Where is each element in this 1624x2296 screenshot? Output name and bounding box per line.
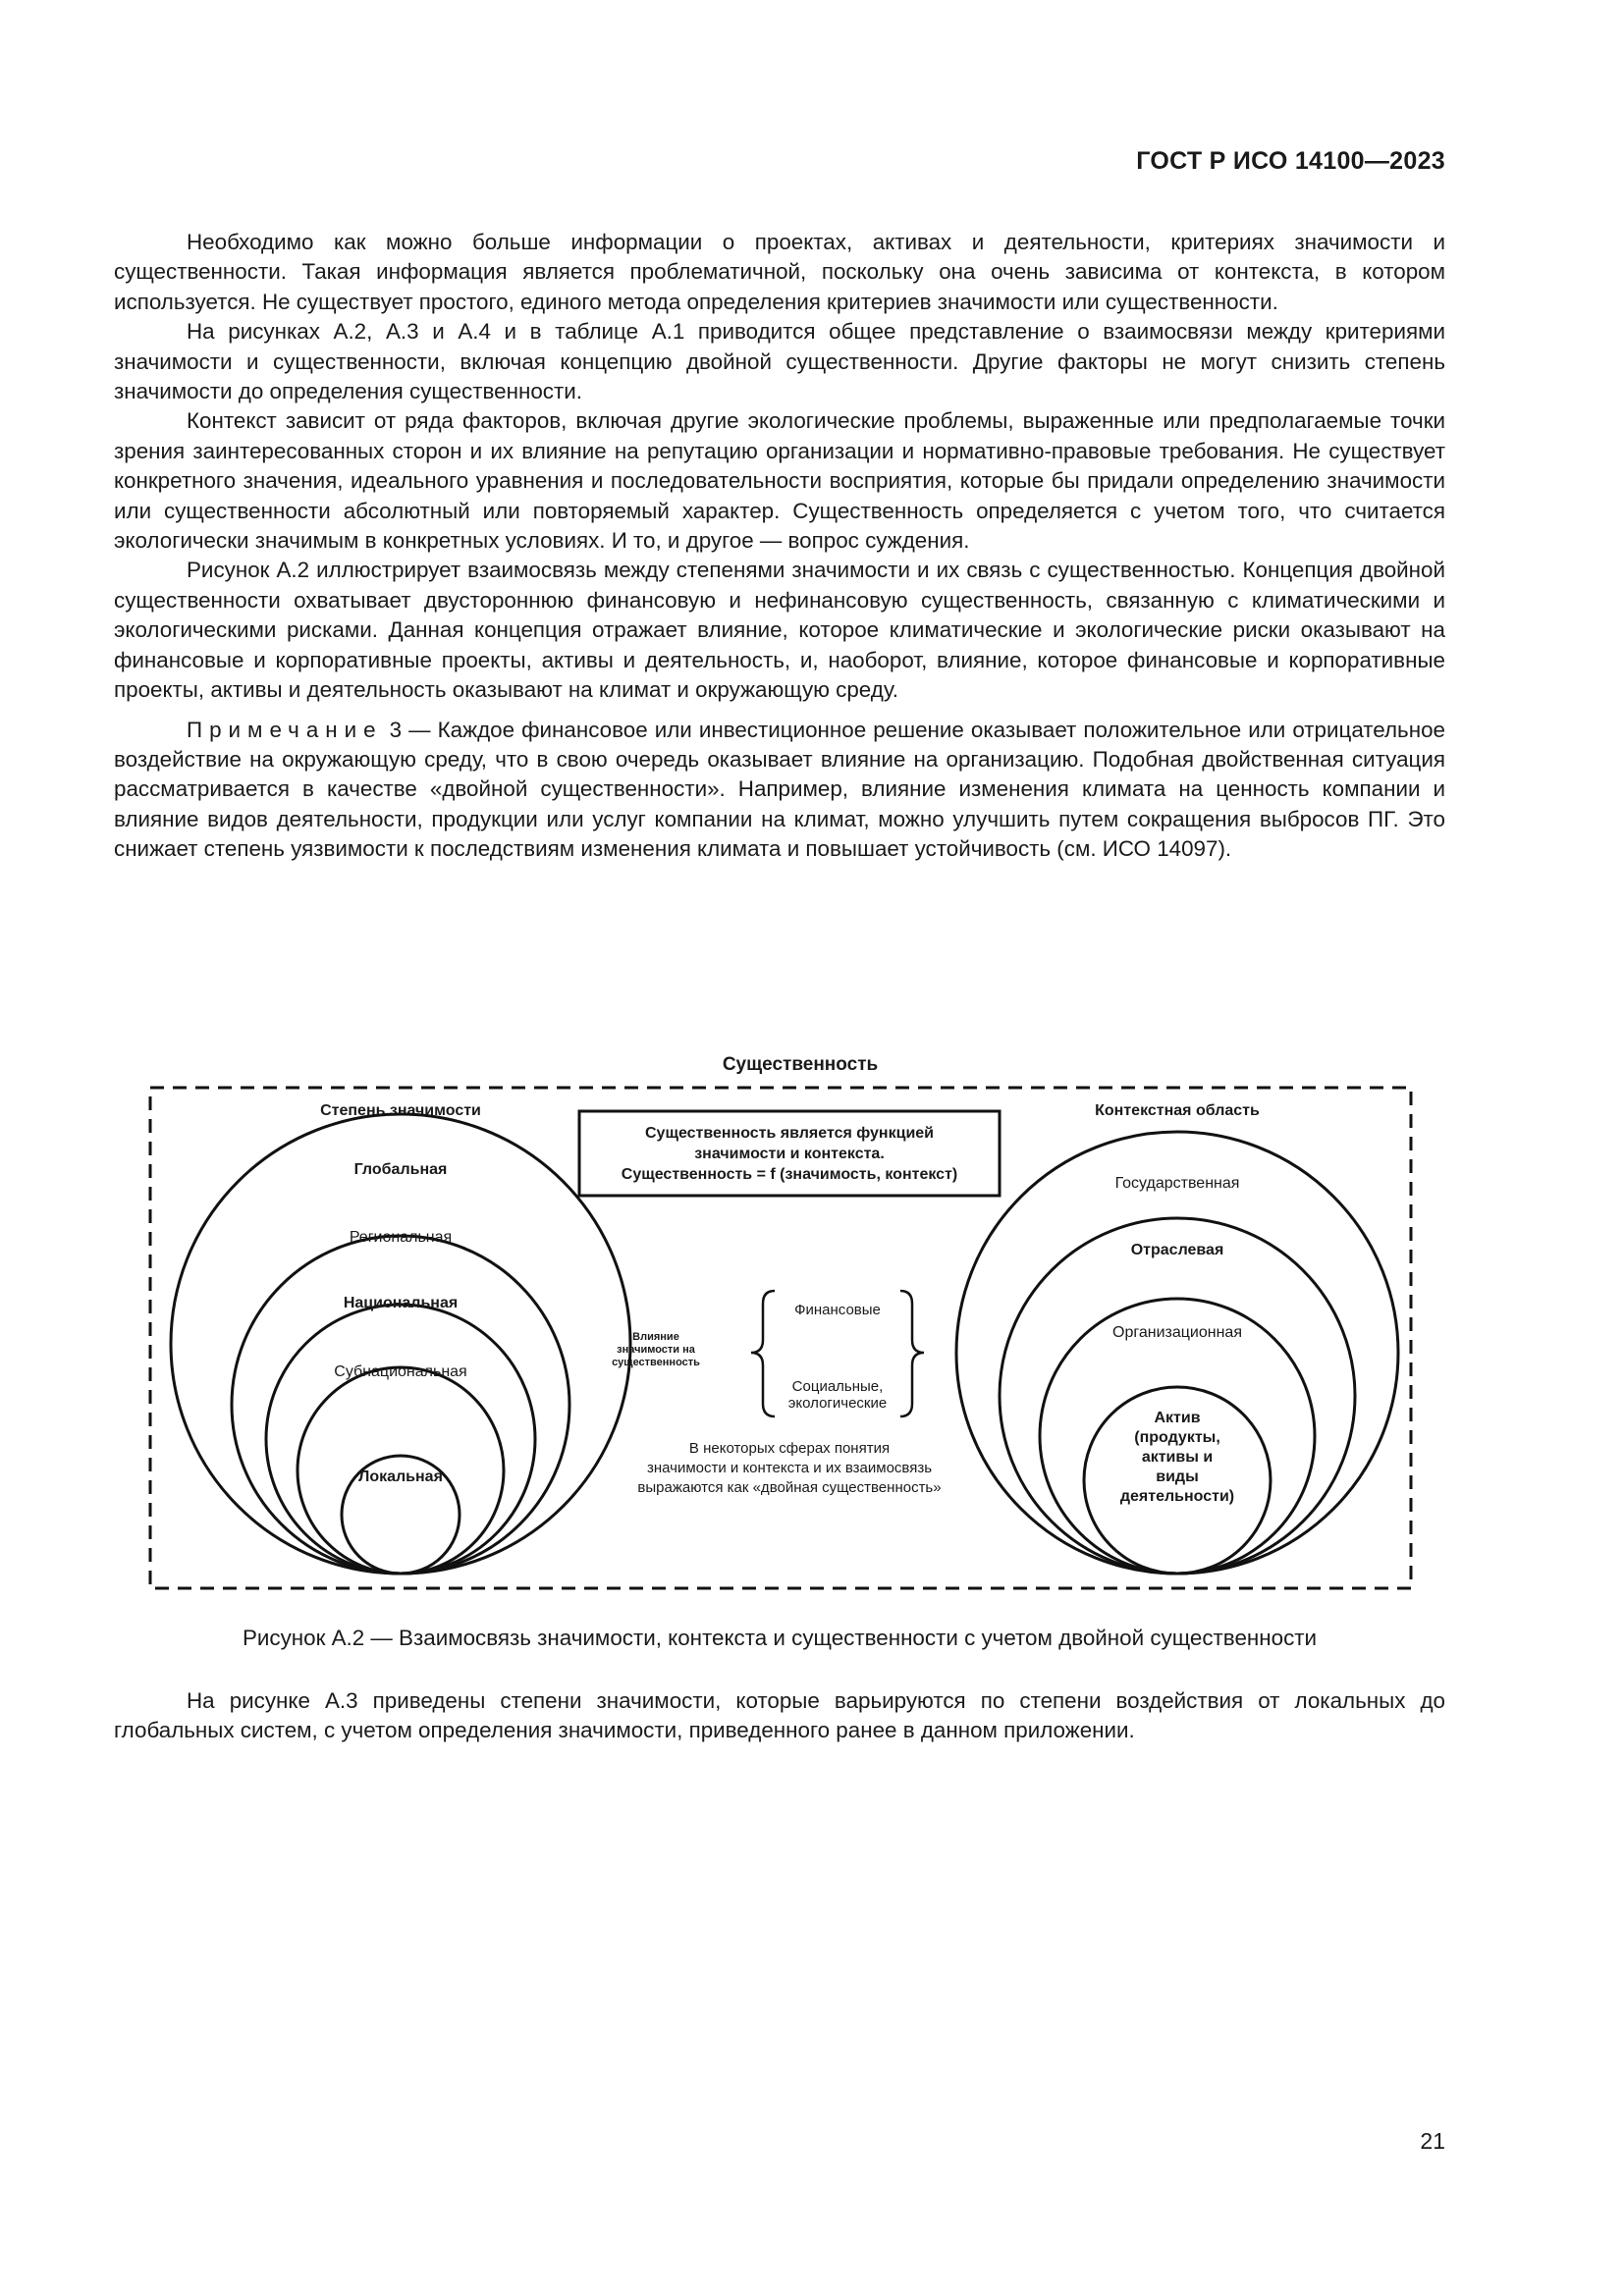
double-note-2: значимости и контекста и их взаимосвязь <box>646 1460 933 1476</box>
circle-regional <box>232 1236 569 1574</box>
note-label: Примечание <box>187 717 383 742</box>
left-heading: Степень значимости <box>320 1102 481 1119</box>
level-global: Глобальная <box>353 1161 448 1178</box>
context-industry: Отраслевая <box>1130 1242 1224 1258</box>
figure-title: Существенность <box>722 1054 879 1075</box>
paragraph: На рисунке А.3 приведены степени значимости, которые варьируются по степени воздействия от локальных до глобальных систем, с учетом определения значимости, приведенного ранее в данном приложении. <box>114 1688 1445 1743</box>
page-number: 21 <box>1420 2128 1445 2154</box>
figure-caption: Рисунок А.2 — Взаимосвязь значимости, контекста и существенности с учетом двойной существенности <box>242 1626 1318 1650</box>
right-brace <box>900 1291 924 1416</box>
circle-national <box>266 1305 535 1574</box>
figure-a2 <box>142 1041 1419 1600</box>
influence-social-1: Социальные, <box>791 1378 884 1395</box>
asset-line-1: Актив <box>1154 1410 1201 1426</box>
paragraph: Необходимо как можно больше информации о проектах, активах и деятельности, критериях значимости и существенности. Такая информация является проблематичной, поскольку она очень зависима от контекста, в котором используется. Не существует простого, единого метода определения критериев значимости или существенности. <box>114 230 1445 314</box>
formula-line-3: Существенность = f (значимость, контекст) <box>621 1166 958 1183</box>
paragraph: Контекст зависит от ряда факторов, включая другие экологические проблемы, выраженные или предполагаемые точки зрения заинтересованных сторон и их влияние на репутацию организации и нормативно-правовые требования. Не существует конкретного значения, идеального уравнения и последовательности восприятия, которые бы придали определению значимости или существенности абсолютный или повторяемый характер. Существенность определяется с учетом того, что считается экологически значимым в конкретных условиях. И то, и другое — вопрос суждения. <box>114 408 1445 554</box>
note-text: 3 — Каждое финансовое или инвестиционное решение оказывает положительное или отрицательное воздействие на окружающую среду, что в свою очередь оказывает влияние на организацию. Подобная двойственная ситуация рассматривается в качестве «двойной существенности». Например, влияние изменения климата на ценность компании и влияние видов деятельности, продукции или услуг компании на климат, можно улучшить путем сокращения выбросов ПГ. Это снижает степень уязвимости к последствиям изменения климата и повышает устойчивость (см. ИСО 14097). <box>114 717 1445 862</box>
influence-label-1: Влияние <box>632 1331 679 1343</box>
asset-line-5: деятельности) <box>1119 1488 1235 1505</box>
note-paragraph <box>114 716 1445 865</box>
left-brace <box>751 1291 775 1416</box>
circle-industry <box>1000 1218 1355 1574</box>
context-state: Государственная <box>1114 1175 1240 1192</box>
level-local: Локальная <box>358 1468 443 1485</box>
right-heading: Контекстная область <box>1095 1102 1260 1119</box>
asset-line-2: (продукты, <box>1134 1429 1220 1446</box>
paragraph: Рисунок А.2 иллюстрирует взаимосвязь между степенями значимости и их связь с существенностью. Концепция двойной существенности охватывает двустороннюю финансовую и нефинансовую существенность, связанную с климатическими и экологическими рисками. Данная концепция отражает влияние, которое климатические и экологические риски оказывают на финансовые и корпоративные проекты, активы и деятельность, и, наоборот, влияние, которое финансовые и корпоративные проекты, активы и деятельность оказывают на климат и окружающую среду. <box>114 558 1445 703</box>
asset-line-4: виды <box>1156 1468 1199 1485</box>
level-subnational: Субнациональная <box>334 1363 467 1380</box>
paragraph: На рисунках А.2, А.3 и А.4 и в таблице А.1 приводится общее представление о взаимосвязи между критериями значимости и существенности, включая концепцию двойной существенности. Другие факторы не могут снизить степень значимости до определения существенности. <box>114 319 1445 404</box>
figure-diagram <box>142 1041 1419 1600</box>
influence-financial: Финансовые <box>794 1302 881 1318</box>
document-standard-header: ГОСТ Р ИСО 14100—2023 <box>1136 147 1445 175</box>
body-text <box>114 228 1445 865</box>
circle-global <box>171 1114 630 1574</box>
formula-line-2: значимости и контекста. <box>694 1146 885 1162</box>
influence-label-2: значимости на <box>617 1344 695 1356</box>
influence-social-2: экологические <box>787 1395 888 1412</box>
level-regional: Региональная <box>349 1229 453 1246</box>
circle-state <box>956 1132 1398 1574</box>
context-organizational: Организационная <box>1112 1324 1242 1341</box>
influence-label-3: существенность <box>612 1357 700 1368</box>
asset-line-3: активы и <box>1141 1449 1214 1466</box>
after-figure-text <box>114 1686 1445 1746</box>
formula-line-1: Существенность является функцией <box>644 1125 935 1142</box>
double-note-1: В некоторых сферах понятия <box>688 1440 891 1457</box>
level-national: Национальная <box>343 1295 459 1311</box>
double-note-3: выражаются как «двойная существенность» <box>637 1479 942 1496</box>
